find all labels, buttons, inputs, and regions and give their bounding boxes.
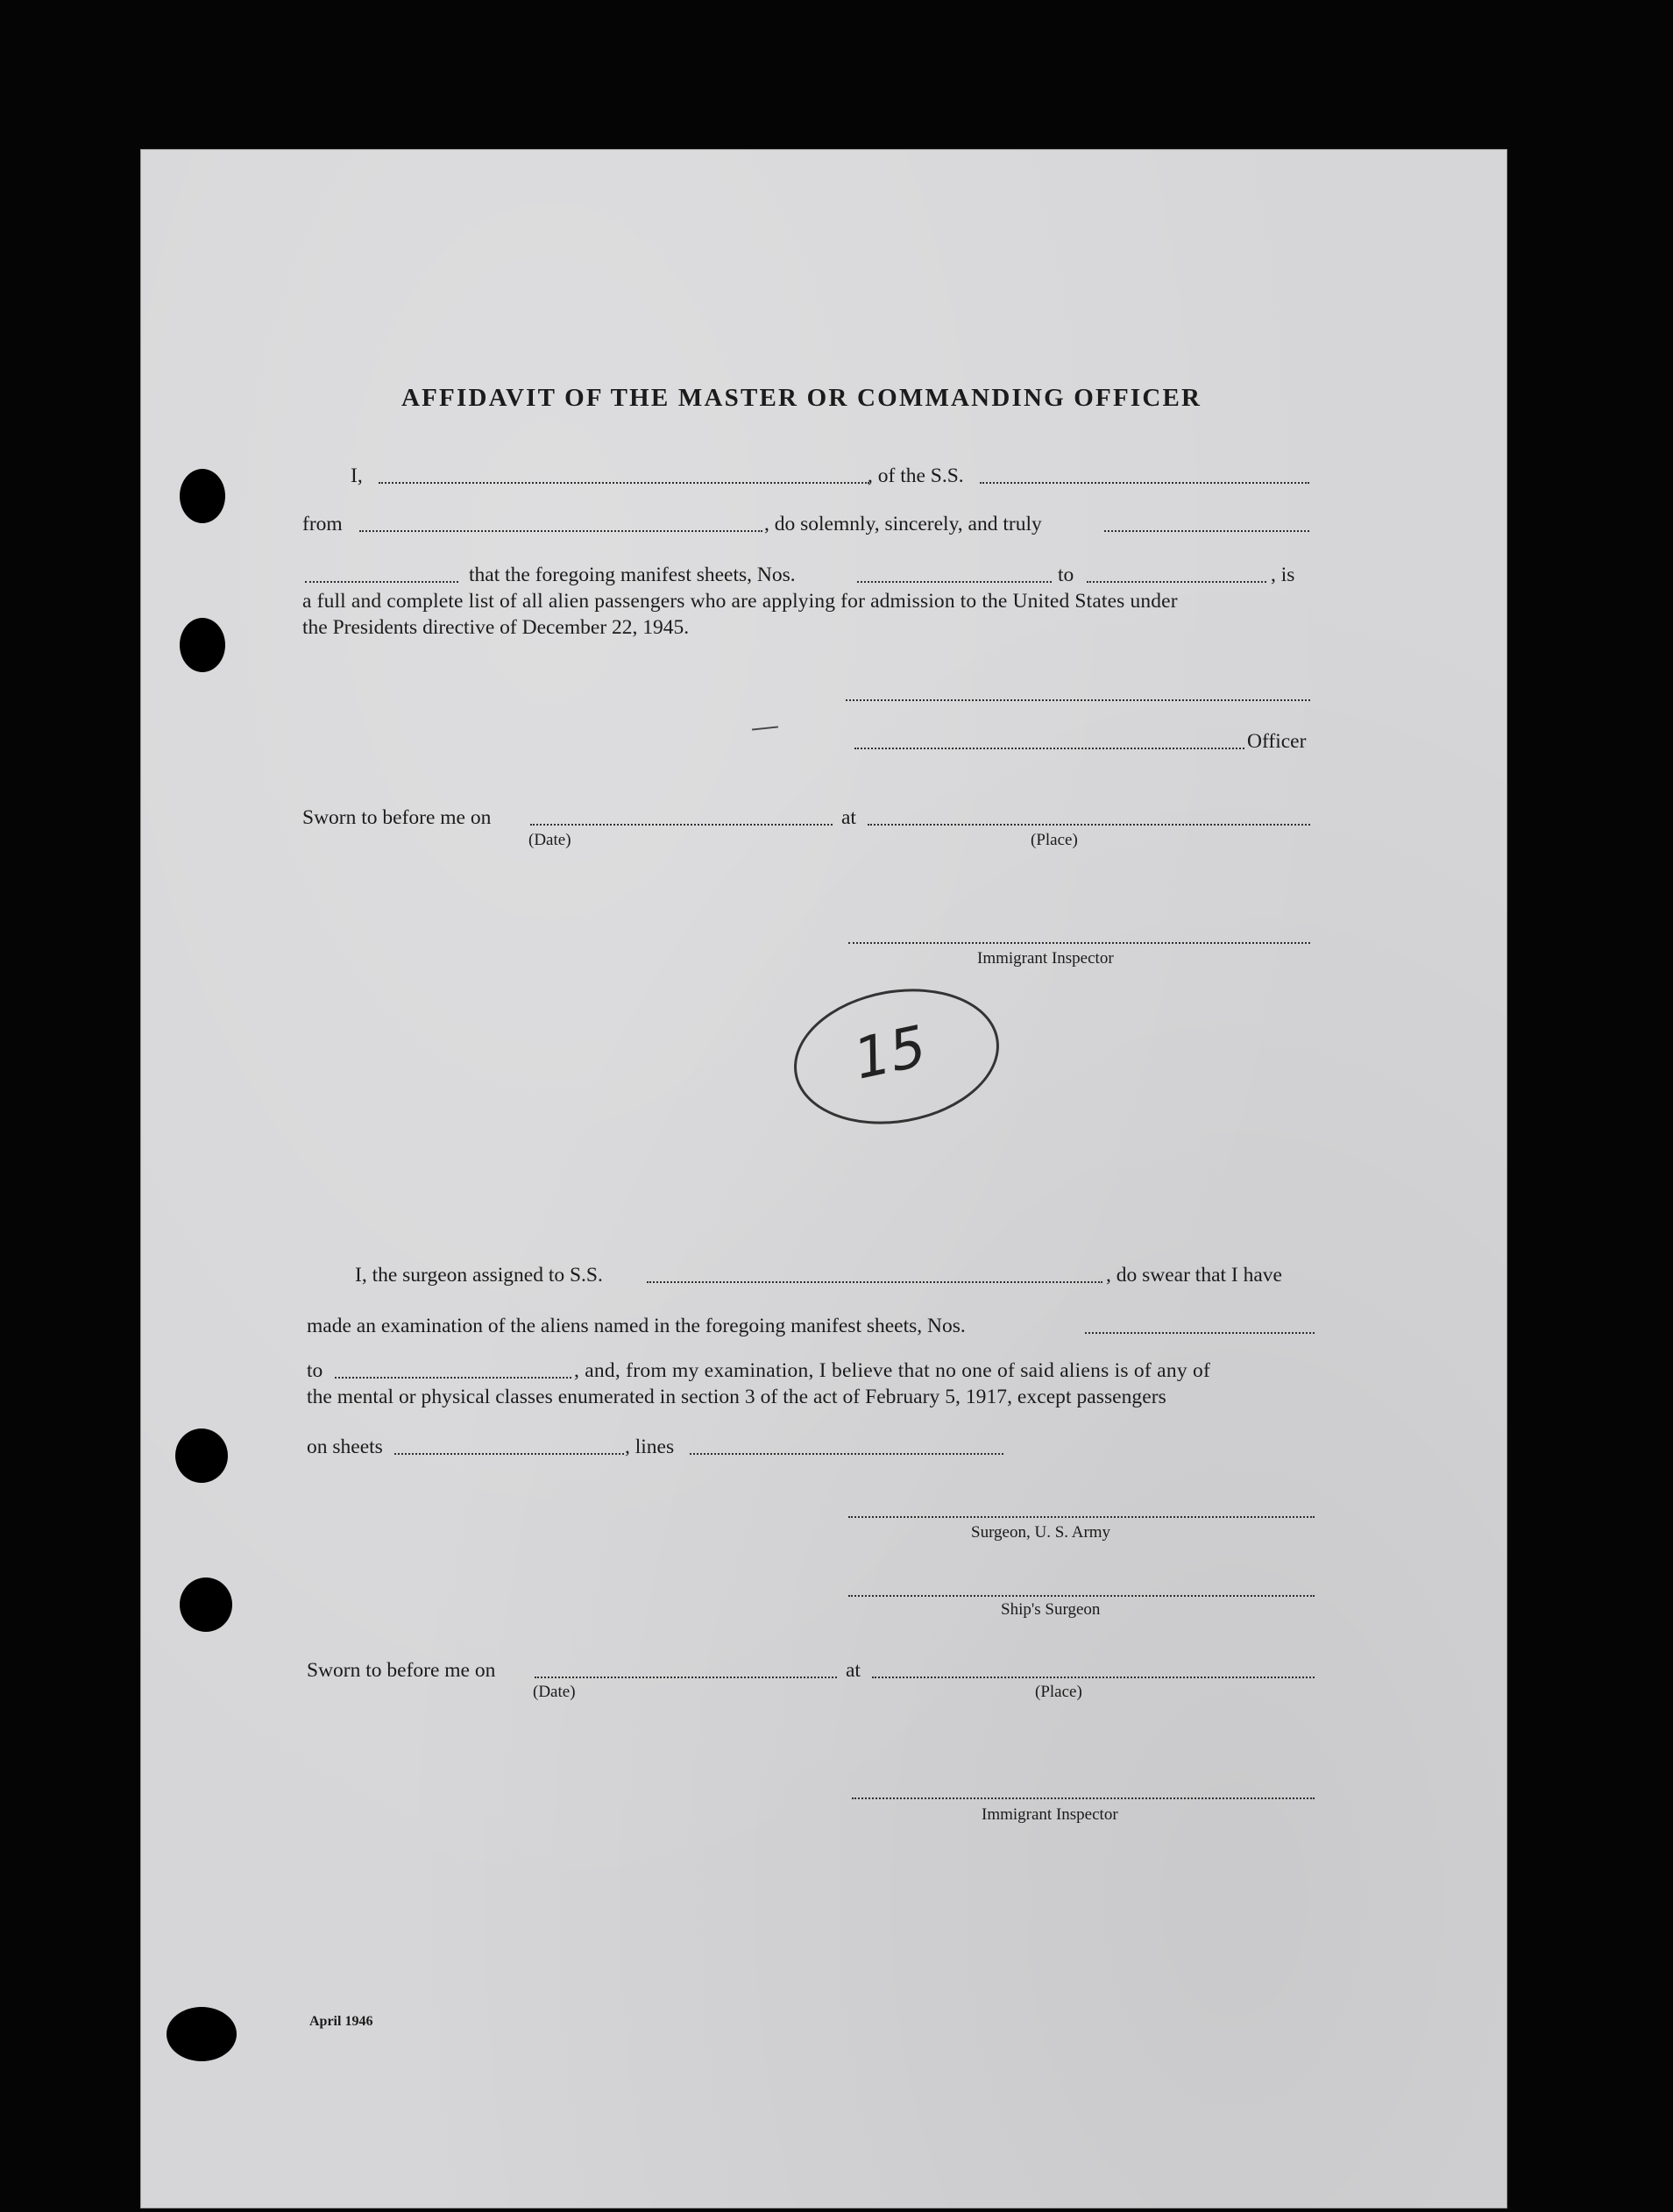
ship-surgeon-signature-field[interactable]	[848, 1595, 1315, 1597]
punch-hole-1	[180, 469, 225, 523]
surgeon-swear-text: , do swear that I have	[1106, 1264, 1282, 1287]
surgeon-assigned-text: I, the surgeon assigned to S.S.	[355, 1264, 603, 1287]
surgeon-on-sheets-label: on sheets	[307, 1436, 383, 1458]
master-sheets-text: that the foregoing manifest sheets, Nos.	[469, 564, 796, 586]
inspector-signature-field-1[interactable]	[848, 942, 1310, 944]
master-ss-label: , of the S.S.	[868, 464, 964, 487]
master-swear-text: , do solemnly, sincerely, and truly	[764, 513, 1042, 535]
handwritten-number: 15	[848, 1014, 932, 1093]
surgeon-except-lines-field[interactable]	[690, 1453, 1003, 1455]
inspector-label-2: Immigrant Inspector	[982, 1805, 1118, 1824]
master-oath-cont-field[interactable]	[305, 581, 458, 583]
date-caption-2: (Date)	[533, 1683, 576, 1701]
master-sheet-from-field[interactable]	[857, 581, 1052, 583]
master-statement-line: a full and complete list of all alien passengers who are applying for admission to the United States under	[302, 590, 1178, 613]
officer-label: Officer	[1247, 730, 1307, 753]
master-from-label: from	[302, 513, 343, 535]
sworn-place-field-1[interactable]	[868, 824, 1310, 826]
surgeon-to-label: to	[307, 1359, 323, 1382]
surgeon-lines-label: , lines	[625, 1436, 675, 1458]
punch-hole-2	[180, 618, 225, 672]
place-caption-1: (Place)	[1031, 831, 1078, 849]
master-is-text: , is	[1271, 564, 1295, 586]
master-i-label: I,	[351, 464, 363, 487]
master-port-field[interactable]	[359, 530, 762, 532]
surgeon-classes-text: the mental or physical classes enumerated in section 3 of the act of February 5, 1917, except passengers	[307, 1386, 1166, 1408]
master-signature-field[interactable]	[846, 699, 1310, 701]
master-to-label: to	[1058, 564, 1074, 586]
form-date: April 1946	[309, 2014, 373, 2029]
master-oath-field[interactable]	[1104, 530, 1309, 532]
master-sheet-to-field[interactable]	[1087, 581, 1266, 583]
sworn-date-field-1[interactable]	[530, 824, 833, 826]
punch-hole-4	[180, 1577, 232, 1632]
sworn-at-label-2: at	[846, 1659, 861, 1682]
ship-surgeon-label: Ship's Surgeon	[1001, 1600, 1101, 1619]
surgeon-except-sheets-field[interactable]	[394, 1453, 624, 1455]
document-title: AFFIDAVIT OF THE MASTER OR COMMANDING OFFICER	[401, 384, 1202, 412]
sworn-label-1: Sworn to before me on	[302, 806, 492, 829]
sworn-date-field-2[interactable]	[535, 1677, 837, 1678]
master-ship-field[interactable]	[980, 482, 1309, 484]
surgeon-sheet-to-field[interactable]	[335, 1377, 571, 1379]
surgeon-ship-field[interactable]	[647, 1281, 1102, 1283]
sworn-label-2: Sworn to before me on	[307, 1659, 496, 1682]
date-caption-1: (Date)	[528, 831, 571, 849]
master-name-field[interactable]	[379, 482, 869, 484]
surgeon-exam-text: made an examination of the aliens named in the foregoing manifest sheets, Nos.	[307, 1315, 966, 1337]
inspector-label-1: Immigrant Inspector	[977, 949, 1114, 968]
sworn-place-field-2[interactable]	[872, 1677, 1315, 1678]
officer-signature-field[interactable]	[854, 748, 1244, 749]
master-directive-line: the Presidents directive of December 22, 1945.	[302, 616, 690, 639]
place-caption-2: (Place)	[1035, 1683, 1082, 1701]
affidavit-sheet	[140, 149, 1507, 2208]
army-surgeon-signature-field[interactable]	[848, 1516, 1315, 1518]
surgeon-sheet-from-field[interactable]	[1085, 1332, 1315, 1334]
surgeon-belief-text: , and, from my examination, I believe that no one of said aliens is of any of	[574, 1359, 1211, 1382]
sworn-at-label-1: at	[841, 806, 856, 829]
punch-hole-3	[175, 1429, 228, 1483]
inspector-signature-field-2[interactable]	[852, 1797, 1315, 1799]
army-surgeon-label: Surgeon, U. S. Army	[971, 1523, 1111, 1542]
punch-hole-5	[167, 2007, 237, 2061]
